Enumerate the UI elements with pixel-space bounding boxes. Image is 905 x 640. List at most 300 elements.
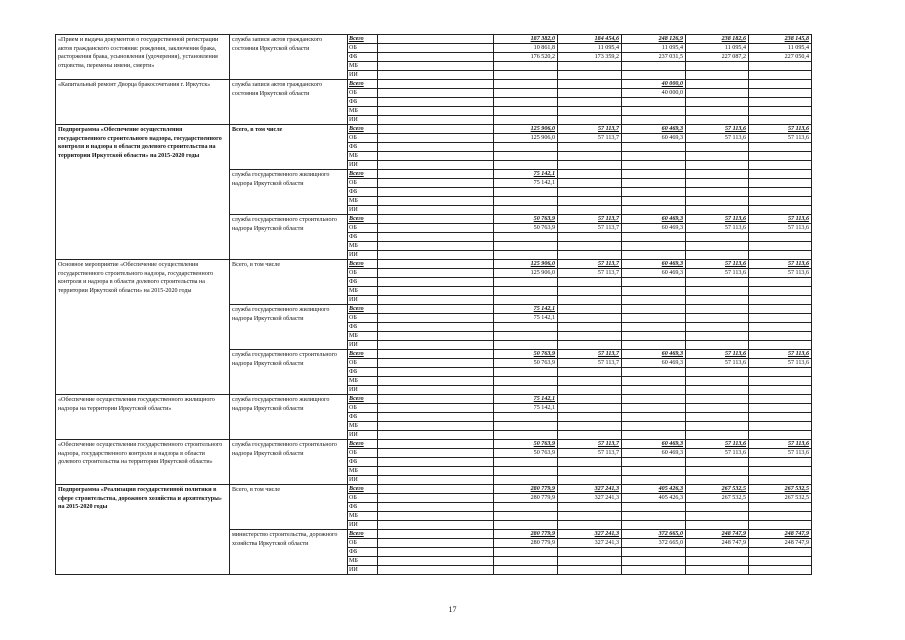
empty-cell	[378, 161, 494, 170]
amount-cell	[622, 314, 686, 323]
empty-cell	[378, 179, 494, 188]
executor-cell: служба государственного строительного надзора Иркутской области	[230, 350, 348, 395]
amount-cell: 75 142,1	[494, 314, 558, 323]
amount-cell	[558, 296, 622, 305]
empty-cell	[378, 62, 494, 71]
amount-cell	[749, 521, 812, 530]
amount-cell	[558, 107, 622, 116]
amount-cell: 75 142,1	[494, 170, 558, 179]
amount-cell	[749, 107, 812, 116]
amount-cell	[494, 566, 558, 575]
executor-cell: Всего, в том числе	[230, 125, 348, 170]
amount-cell	[558, 566, 622, 575]
amount-cell: 57 113,6	[749, 350, 812, 359]
amount-cell	[749, 197, 812, 206]
amount-cell: 327 241,3	[558, 485, 622, 494]
amount-cell: 57 113,6	[749, 134, 812, 143]
amount-cell	[494, 548, 558, 557]
empty-cell	[378, 242, 494, 251]
amount-cell	[686, 143, 749, 152]
amount-cell	[749, 206, 812, 215]
amount-cell	[686, 233, 749, 242]
amount-cell	[622, 71, 686, 80]
amount-cell: 57 113,7	[558, 350, 622, 359]
amount-cell	[749, 143, 812, 152]
amount-cell	[558, 395, 622, 404]
empty-cell	[378, 152, 494, 161]
amount-cell: 40 000,0	[622, 89, 686, 98]
empty-cell	[378, 134, 494, 143]
funding-source-cell: ФБ	[348, 413, 378, 422]
amount-cell	[749, 296, 812, 305]
funding-source-cell: ФБ	[348, 503, 378, 512]
empty-cell	[378, 368, 494, 377]
amount-cell	[749, 305, 812, 314]
amount-cell: 11 095,4	[749, 44, 812, 53]
amount-cell	[622, 548, 686, 557]
amount-cell	[622, 422, 686, 431]
amount-cell	[558, 422, 622, 431]
empty-cell	[378, 557, 494, 566]
amount-cell	[494, 368, 558, 377]
program-name-cell: «Обеспечение осуществления государственного строительного надзора, государственного контроля и надзора в области долевого строительства на территории Иркутской области»	[56, 440, 230, 485]
amount-cell	[494, 278, 558, 287]
empty-cell	[378, 170, 494, 179]
amount-cell	[749, 431, 812, 440]
amount-cell: 187 382,0	[494, 35, 558, 44]
amount-cell	[749, 368, 812, 377]
amount-cell	[494, 188, 558, 197]
executor-cell: служба записи актов гражданского состояния Иркутской области	[230, 35, 348, 80]
amount-cell	[494, 458, 558, 467]
amount-cell	[558, 242, 622, 251]
funding-source-cell: МБ	[348, 197, 378, 206]
amount-cell: 238 145,8	[749, 35, 812, 44]
funding-source-cell: ОБ	[348, 179, 378, 188]
empty-cell	[378, 431, 494, 440]
funding-source-cell: ОБ	[348, 134, 378, 143]
table-row	[56, 260, 812, 269]
amount-cell: 57 113,7	[558, 125, 622, 134]
funding-source-cell: ОБ	[348, 224, 378, 233]
amount-cell	[686, 71, 749, 80]
amount-cell	[558, 305, 622, 314]
amount-cell	[749, 458, 812, 467]
amount-cell	[749, 332, 812, 341]
amount-cell	[686, 161, 749, 170]
empty-cell	[378, 341, 494, 350]
funding-source-cell: ФБ	[348, 188, 378, 197]
funding-source-cell: Всего	[348, 125, 378, 134]
amount-cell	[494, 332, 558, 341]
funding-source-cell: МБ	[348, 467, 378, 476]
amount-cell	[558, 476, 622, 485]
funding-source-cell: МБ	[348, 107, 378, 116]
amount-cell	[686, 179, 749, 188]
amount-cell	[749, 179, 812, 188]
amount-cell: 60 469,3	[622, 125, 686, 134]
amount-cell	[622, 557, 686, 566]
funding-source-cell: ОБ	[348, 89, 378, 98]
funding-source-cell: ОБ	[348, 539, 378, 548]
funding-source-cell: МБ	[348, 332, 378, 341]
amount-cell: 50 763,9	[494, 449, 558, 458]
amount-cell	[622, 233, 686, 242]
funding-source-cell: ИИ	[348, 386, 378, 395]
amount-cell: 57 113,6	[749, 269, 812, 278]
amount-cell	[749, 98, 812, 107]
amount-cell	[749, 566, 812, 575]
amount-cell: 125 906,0	[494, 269, 558, 278]
amount-cell	[558, 179, 622, 188]
amount-cell: 173 359,2	[558, 53, 622, 62]
amount-cell	[749, 512, 812, 521]
amount-cell	[494, 80, 558, 89]
amount-cell	[749, 242, 812, 251]
amount-cell	[558, 314, 622, 323]
amount-cell	[494, 413, 558, 422]
amount-cell	[622, 386, 686, 395]
amount-cell: 50 763,9	[494, 359, 558, 368]
amount-cell: 60 469,3	[622, 359, 686, 368]
funding-source-cell: ФБ	[348, 233, 378, 242]
amount-cell: 57 113,6	[686, 224, 749, 233]
amount-cell	[686, 431, 749, 440]
amount-cell	[686, 512, 749, 521]
amount-cell: 57 113,7	[558, 224, 622, 233]
amount-cell	[622, 323, 686, 332]
amount-cell	[558, 62, 622, 71]
amount-cell	[749, 548, 812, 557]
amount-cell: 57 113,7	[558, 449, 622, 458]
amount-cell	[558, 206, 622, 215]
amount-cell: 40 000,0	[622, 80, 686, 89]
table-row	[56, 80, 812, 89]
amount-cell	[686, 377, 749, 386]
funding-source-cell: МБ	[348, 557, 378, 566]
amount-cell	[749, 152, 812, 161]
amount-cell	[686, 386, 749, 395]
empty-cell	[378, 287, 494, 296]
empty-cell	[378, 80, 494, 89]
amount-cell	[686, 413, 749, 422]
amount-cell: 280 779,9	[494, 494, 558, 503]
amount-cell	[494, 467, 558, 476]
empty-cell	[378, 539, 494, 548]
amount-cell	[558, 413, 622, 422]
amount-cell	[494, 71, 558, 80]
funding-source-cell: МБ	[348, 62, 378, 71]
amount-cell	[494, 476, 558, 485]
amount-cell	[749, 413, 812, 422]
amount-cell: 60 469,3	[622, 269, 686, 278]
funding-source-cell: ФБ	[348, 548, 378, 557]
empty-cell	[378, 512, 494, 521]
amount-cell	[749, 404, 812, 413]
amount-cell	[622, 170, 686, 179]
amount-cell	[558, 143, 622, 152]
amount-cell: 57 113,6	[686, 350, 749, 359]
amount-cell	[686, 251, 749, 260]
empty-cell	[378, 251, 494, 260]
executor-cell: служба государственного жилищного надзора Иркутской области	[230, 395, 348, 440]
amount-cell	[686, 395, 749, 404]
amount-cell	[749, 161, 812, 170]
program-name-cell: Основное мероприятие «Обеспечение осуществления государственного строительного надзора, государственного контроля и надзора в области долевого строительства на территории Иркутской области» на 2015-2020 годы	[56, 260, 230, 395]
empty-cell	[378, 143, 494, 152]
empty-cell	[378, 521, 494, 530]
amount-cell	[686, 107, 749, 116]
amount-cell: 267 532,5	[749, 485, 812, 494]
amount-cell	[622, 395, 686, 404]
amount-cell	[622, 368, 686, 377]
amount-cell	[686, 548, 749, 557]
amount-cell	[494, 512, 558, 521]
empty-cell	[378, 395, 494, 404]
amount-cell	[622, 287, 686, 296]
funding-source-cell: ФБ	[348, 98, 378, 107]
empty-cell	[378, 188, 494, 197]
amount-cell	[686, 287, 749, 296]
program-name-cell: «Обеспечение осуществления государственного жилищного надзора на территории Иркутской области»	[56, 395, 230, 440]
amount-cell	[558, 458, 622, 467]
funding-source-cell: ИИ	[348, 296, 378, 305]
amount-cell: 248 126,9	[622, 35, 686, 44]
amount-cell	[494, 287, 558, 296]
amount-cell	[686, 422, 749, 431]
amount-cell: 248 747,9	[686, 539, 749, 548]
amount-cell	[622, 188, 686, 197]
amount-cell	[686, 305, 749, 314]
amount-cell	[749, 62, 812, 71]
amount-cell	[686, 206, 749, 215]
executor-cell: служба государственного жилищного надзора Иркутской области	[230, 305, 348, 350]
amount-cell: 372 665,0	[622, 539, 686, 548]
amount-cell: 267 532,5	[749, 494, 812, 503]
empty-cell	[378, 458, 494, 467]
amount-cell: 57 113,6	[749, 215, 812, 224]
amount-cell: 60 469,3	[622, 215, 686, 224]
funding-source-cell: ФБ	[348, 143, 378, 152]
table-row	[56, 485, 812, 494]
funding-source-cell: Всего	[348, 260, 378, 269]
amount-cell	[686, 467, 749, 476]
amount-cell	[558, 377, 622, 386]
amount-cell	[558, 161, 622, 170]
empty-cell	[378, 44, 494, 53]
funding-source-cell: Всего	[348, 395, 378, 404]
funding-source-cell: МБ	[348, 152, 378, 161]
amount-cell	[494, 107, 558, 116]
amount-cell	[622, 476, 686, 485]
funding-source-cell: ИИ	[348, 521, 378, 530]
amount-cell: 227 087,2	[686, 53, 749, 62]
empty-cell	[378, 323, 494, 332]
program-name-cell: Подпрограмма «Обеспечение осуществления государственного строительного надзора, государственного контроля и надзора в области долевого строительства на территории Иркутской области» на 2015-2020 годы	[56, 125, 230, 260]
amount-cell: 327 241,3	[558, 530, 622, 539]
empty-cell	[378, 206, 494, 215]
amount-cell: 248 747,9	[686, 530, 749, 539]
amount-cell: 57 113,7	[558, 215, 622, 224]
amount-cell: 267 532,5	[686, 485, 749, 494]
amount-cell	[686, 341, 749, 350]
amount-cell	[749, 89, 812, 98]
empty-cell	[378, 467, 494, 476]
amount-cell	[686, 332, 749, 341]
program-name-cell: «Прием и выдача документов о государственной регистрации актов гражданского состояния: рождения, заключения брака, расторжения брака, усыновления (удочерения), установления отцовства, перемены имени, смерти»	[56, 35, 230, 80]
amount-cell	[494, 431, 558, 440]
funding-source-cell: ИИ	[348, 116, 378, 125]
amount-cell	[558, 386, 622, 395]
amount-cell: 372 665,0	[622, 530, 686, 539]
amount-cell	[622, 341, 686, 350]
amount-cell	[494, 242, 558, 251]
amount-cell: 60 469,3	[622, 350, 686, 359]
amount-cell	[622, 152, 686, 161]
funding-source-cell: ИИ	[348, 476, 378, 485]
amount-cell: 57 113,6	[749, 224, 812, 233]
amount-cell: 60 469,3	[622, 260, 686, 269]
amount-cell	[558, 233, 622, 242]
executor-cell: служба государственного жилищного надзора Иркутской области	[230, 170, 348, 215]
funding-source-cell: ФБ	[348, 278, 378, 287]
funding-source-cell: ОБ	[348, 314, 378, 323]
amount-cell	[494, 341, 558, 350]
amount-cell	[749, 503, 812, 512]
amount-cell	[749, 386, 812, 395]
amount-cell	[622, 521, 686, 530]
empty-cell	[378, 503, 494, 512]
amount-cell	[749, 377, 812, 386]
amount-cell	[686, 152, 749, 161]
amount-cell: 50 763,9	[494, 440, 558, 449]
funding-source-cell: Всего	[348, 485, 378, 494]
amount-cell	[558, 521, 622, 530]
amount-cell	[558, 80, 622, 89]
funding-source-cell: ИИ	[348, 341, 378, 350]
amount-cell: 57 113,6	[686, 269, 749, 278]
empty-cell	[378, 404, 494, 413]
amount-cell	[558, 170, 622, 179]
program-name-cell: «Капитальный ремонт Дворца бракосочетания г. Иркутск»	[56, 80, 230, 125]
amount-cell	[686, 323, 749, 332]
amount-cell: 248 747,9	[749, 539, 812, 548]
amount-cell	[494, 152, 558, 161]
amount-cell	[558, 278, 622, 287]
funding-source-cell: ФБ	[348, 368, 378, 377]
amount-cell	[686, 404, 749, 413]
amount-cell	[558, 548, 622, 557]
amount-cell	[686, 368, 749, 377]
amount-cell: 57 113,6	[749, 440, 812, 449]
executor-cell: Всего, в том числе	[230, 260, 348, 305]
amount-cell: 75 142,1	[494, 404, 558, 413]
amount-cell: 57 113,7	[558, 440, 622, 449]
amount-cell: 60 469,3	[622, 134, 686, 143]
amount-cell	[749, 80, 812, 89]
amount-cell	[686, 116, 749, 125]
empty-cell	[378, 107, 494, 116]
table-row	[56, 395, 812, 404]
funding-source-cell: ОБ	[348, 269, 378, 278]
amount-cell	[686, 242, 749, 251]
amount-cell	[494, 89, 558, 98]
table-row	[56, 440, 812, 449]
amount-cell: 50 763,9	[494, 350, 558, 359]
empty-cell	[378, 296, 494, 305]
funding-source-cell: ИИ	[348, 431, 378, 440]
amount-cell: 50 763,9	[494, 215, 558, 224]
amount-cell	[558, 557, 622, 566]
amount-cell	[749, 323, 812, 332]
amount-cell	[494, 206, 558, 215]
amount-cell	[494, 233, 558, 242]
amount-cell	[686, 89, 749, 98]
empty-cell	[378, 89, 494, 98]
amount-cell	[622, 377, 686, 386]
program-name-cell: Подпрограмма «Реализация государственной политики в сфере строительства, дорожного хозяйства и архитектуры» на 2015-2020 годы	[56, 485, 230, 575]
funding-source-cell: МБ	[348, 287, 378, 296]
amount-cell	[494, 98, 558, 107]
funding-source-cell: ИИ	[348, 161, 378, 170]
amount-cell	[686, 566, 749, 575]
amount-cell: 125 906,0	[494, 134, 558, 143]
amount-cell	[558, 503, 622, 512]
empty-cell	[378, 548, 494, 557]
amount-cell	[749, 278, 812, 287]
funding-source-cell: ОБ	[348, 359, 378, 368]
page-number: 17	[448, 605, 457, 614]
empty-cell	[378, 530, 494, 539]
amount-cell	[622, 332, 686, 341]
funding-source-cell: МБ	[348, 512, 378, 521]
funding-source-cell: МБ	[348, 422, 378, 431]
amount-cell	[749, 314, 812, 323]
amount-cell: 11 095,4	[686, 44, 749, 53]
amount-cell: 57 113,6	[749, 260, 812, 269]
funding-source-cell: ФБ	[348, 458, 378, 467]
amount-cell	[558, 368, 622, 377]
funding-source-cell: Всего	[348, 440, 378, 449]
amount-cell	[558, 116, 622, 125]
amount-cell	[749, 71, 812, 80]
empty-cell	[378, 494, 494, 503]
amount-cell	[686, 170, 749, 179]
empty-cell	[378, 566, 494, 575]
amount-cell: 57 113,7	[558, 260, 622, 269]
amount-cell	[558, 152, 622, 161]
funding-source-cell: Всего	[348, 170, 378, 179]
amount-cell	[494, 161, 558, 170]
amount-cell: 248 747,9	[749, 530, 812, 539]
amount-cell	[494, 323, 558, 332]
amount-cell	[622, 251, 686, 260]
amount-cell	[686, 458, 749, 467]
table-row	[56, 125, 812, 134]
amount-cell	[558, 512, 622, 521]
amount-cell	[749, 287, 812, 296]
funding-source-cell: Всего	[348, 35, 378, 44]
amount-cell: 57 113,6	[686, 449, 749, 458]
amount-cell	[558, 404, 622, 413]
empty-cell	[378, 485, 494, 494]
amount-cell	[494, 422, 558, 431]
funding-source-cell: МБ	[348, 242, 378, 251]
funding-source-cell: ИИ	[348, 566, 378, 575]
empty-cell	[378, 350, 494, 359]
amount-cell	[558, 197, 622, 206]
amount-cell: 57 113,6	[686, 359, 749, 368]
